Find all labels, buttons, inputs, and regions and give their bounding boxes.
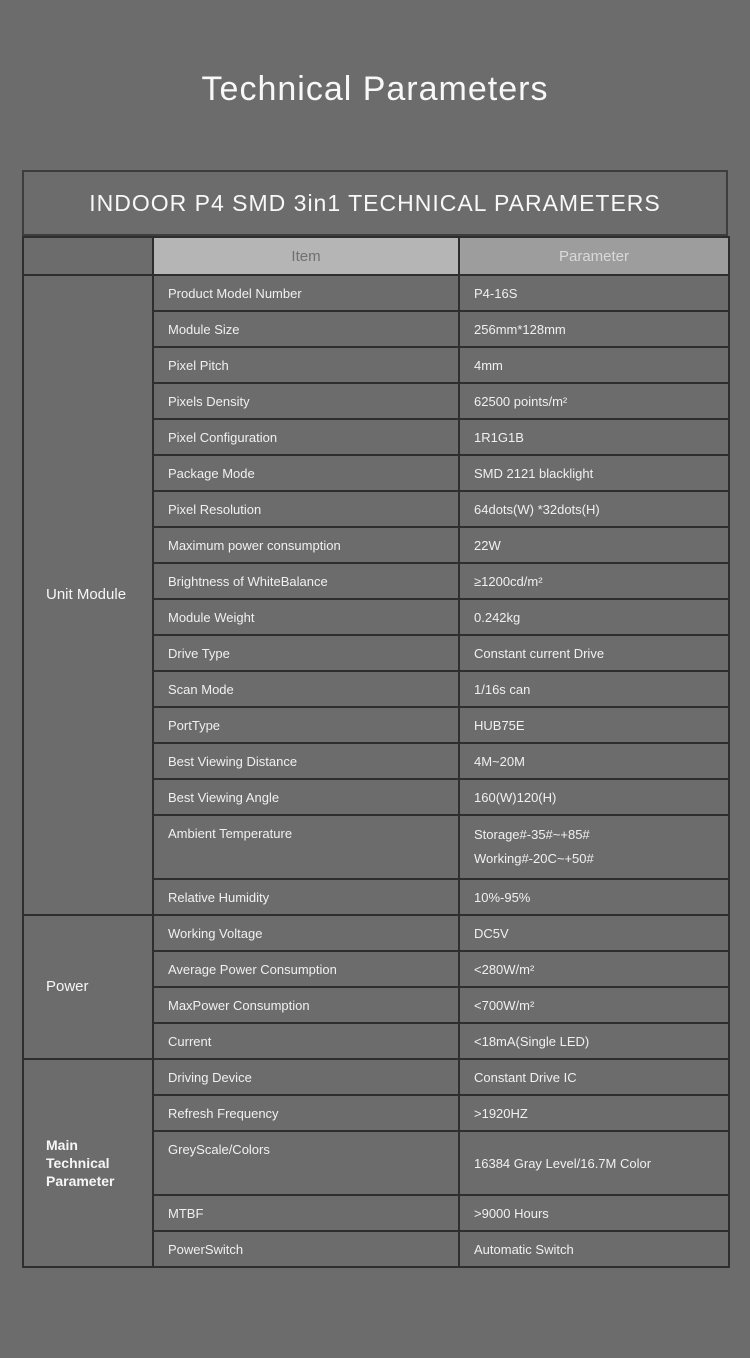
parameter-cell: 64dots(W) *32dots(H) (459, 491, 729, 527)
item-cell: Current (153, 1023, 459, 1059)
parameter-cell: 1R1G1B (459, 419, 729, 455)
parameter-cell: 0.242kg (459, 599, 729, 635)
item-cell: Ambient Temperature (153, 815, 459, 879)
table-row (23, 1059, 729, 1095)
parameter-cell: 160(W)120(H) (459, 779, 729, 815)
item-cell: Pixels Density (153, 383, 459, 419)
category-cell: Main Technical Parameter (23, 1059, 153, 1267)
item-cell: PowerSwitch (153, 1231, 459, 1267)
panel-title: INDOOR P4 SMD 3in1 TECHNICAL PARAMETERS (22, 170, 728, 236)
parameter-cell (459, 815, 729, 879)
item-cell: Package Mode (153, 455, 459, 491)
item-cell: Average Power Consumption (153, 951, 459, 987)
page-title: Technical Parameters (201, 70, 549, 108)
parameter-cell: 62500 points/m² (459, 383, 729, 419)
parameter-cell: 10%-95% (459, 879, 729, 915)
column-header-item: Item (153, 237, 459, 275)
item-cell: MTBF (153, 1195, 459, 1231)
item-cell: Working Voltage (153, 915, 459, 951)
item-cell: Module Size (153, 311, 459, 347)
parameter-cell: DC5V (459, 915, 729, 951)
corner-cell (23, 237, 153, 275)
item-cell: Best Viewing Angle (153, 779, 459, 815)
parameter-cell: 16384 Gray Level/16.7M Color (459, 1131, 729, 1195)
parameter-cell: Constant Drive IC (459, 1059, 729, 1095)
parameter-cell: HUB75E (459, 707, 729, 743)
item-cell: Module Weight (153, 599, 459, 635)
parameter-cell: P4-16S (459, 275, 729, 311)
table-body (23, 275, 729, 1267)
parameter-cell: SMD 2121 blacklight (459, 455, 729, 491)
column-header-parameter: Parameter (459, 237, 729, 275)
item-cell: Scan Mode (153, 671, 459, 707)
parameter-line: Working#-20C~+50# (474, 851, 594, 866)
table-row (23, 275, 729, 311)
item-cell: Relative Humidity (153, 879, 459, 915)
parameter-cell: 4mm (459, 347, 729, 383)
item-cell: Pixel Resolution (153, 491, 459, 527)
item-cell: Maximum power consumption (153, 527, 459, 563)
item-cell: Best Viewing Distance (153, 743, 459, 779)
parameter-cell: 22W (459, 527, 729, 563)
table-row (23, 915, 729, 951)
item-cell: Pixel Configuration (153, 419, 459, 455)
parameter-cell: 4M~20M (459, 743, 729, 779)
parameters-table (22, 236, 730, 1268)
spec-panel (22, 170, 728, 1268)
parameter-cell: Automatic Switch (459, 1231, 729, 1267)
parameter-cell: Constant current Drive (459, 635, 729, 671)
item-cell: Product Model Number (153, 275, 459, 311)
parameter-cell: 1/16s can (459, 671, 729, 707)
item-cell: Pixel Pitch (153, 347, 459, 383)
item-cell: GreyScale/Colors (153, 1131, 459, 1195)
parameter-cell: <280W/m² (459, 951, 729, 987)
category-cell: Unit Module (23, 275, 153, 915)
item-cell: Refresh Frequency (153, 1095, 459, 1131)
item-cell: Driving Device (153, 1059, 459, 1095)
parameter-cell: <700W/m² (459, 987, 729, 1023)
table-header-row (23, 237, 729, 275)
parameter-cell: 256mm*128mm (459, 311, 729, 347)
item-cell: Brightness of WhiteBalance (153, 563, 459, 599)
item-cell: PortType (153, 707, 459, 743)
parameter-line: Storage#-35#~+85# (474, 827, 590, 842)
item-cell: MaxPower Consumption (153, 987, 459, 1023)
parameter-cell: <18mA(Single LED) (459, 1023, 729, 1059)
item-cell: Drive Type (153, 635, 459, 671)
parameter-cell: >1920HZ (459, 1095, 729, 1131)
category-cell: Power (23, 915, 153, 1059)
parameter-cell: ≥1200cd/m² (459, 563, 729, 599)
parameter-cell: >9000 Hours (459, 1195, 729, 1231)
